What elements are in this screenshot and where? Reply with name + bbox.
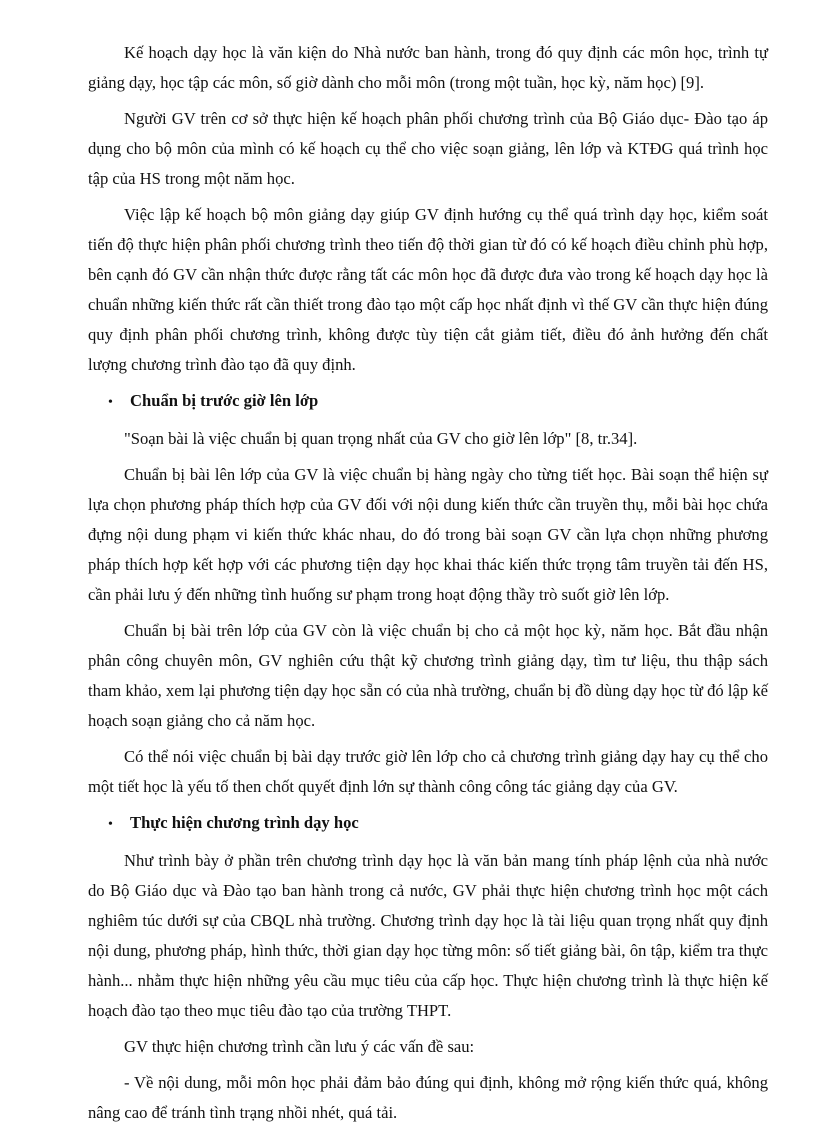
paragraph: GV thực hiện chương trình cần lưu ý các vấn đề sau: (124, 1037, 475, 1056)
paragraph: Chuẩn bị bài trên lớp của GV còn là việc chuẩn bị cho cả một học kỳ, năm học. Bắt đầu nhận phân công chuyên môn, GV nghiên cứu thật kỹ chương trình giảng dạy, tìm tư liệu, thu thập sách tham khảo, xem lại phương tiện dạy học sẵn có của nhà trường, chuẩn bị đồ dùng dạy học từ đó lập kế hoạch soạn giảng cho cả năm học. (88, 621, 768, 730)
paragraph: Kế hoạch dạy học là văn kiện do Nhà nước ban hành, trong đó quy định các môn học, trình tự giảng dạy, học tập các môn, số giờ dành cho mỗi môn (trong một tuần, học kỳ, năm học) [9]. (88, 43, 768, 92)
section-heading-preparation (88, 386, 768, 418)
paragraph: Chuẩn bị bài lên lớp của GV là việc chuẩn bị hàng ngày cho từng tiết học. Bài soạn thể hiện sự lựa chọn phương pháp thích hợp của GV đối với nội dung kiến thức cần truyền thụ, mỗi bài học chứa đựng nội dung phạm vi kiến thức khác nhau, do đó trong bài soạn GV cần lựa chọn những phương pháp thích hợp kết hợp với các phương tiện dạy học khai thác kiến thức trọng tâm truyền tải đến HS, cần phải lưu ý đến những tình huống sư phạm trong hoạt động thầy trò suốt giờ lên lớp. (88, 465, 768, 604)
quote-paragraph: "Soạn bài là việc chuẩn bị quan trọng nhất của GV cho giờ lên lớp" [8, tr.34]. (124, 429, 638, 448)
section-heading-implementation (88, 808, 768, 840)
section-heading-label: Chuẩn bị trước giờ lên lớp (130, 391, 319, 410)
paragraph: Người GV trên cơ sở thực hiện kế hoạch phân phối chương trình của Bộ Giáo dục- Đào tạo áp dụng cho bộ môn của mình có kế hoạch cụ thể cho việc soạn giảng, lên lớp và KTĐG quá trình học tập của HS trong một năm học. (88, 109, 768, 188)
bullet-icon: • (108, 395, 113, 410)
bullet-icon: • (108, 817, 113, 832)
paragraph: Việc lập kế hoạch bộ môn giảng dạy giúp GV định hướng cụ thể quá trình dạy học, kiểm soát tiến độ thực hiện phân phối chương trình theo tiến độ thời gian từ đó có kế hoạch điều chỉnh phù hợp, bên cạnh đó GV cần nhận thức được rằng tất các môn học đã được đưa vào trong kế hoạch dạy học là chuẩn những kiến thức rất cần thiết trong đào tạo một cấp học nhất định vì thế GV cần thực hiện đúng quy định phân phối chương trình, không được tùy tiện cắt giảm tiết, điều đó ảnh hưởng đến chất lượng chương trình đào tạo đã quy định. (88, 205, 768, 374)
paragraph: - Về nội dung, mỗi môn học phải đảm bảo đúng qui định, không mở rộng kiến thức quá, không nâng cao để tránh tình trạng nhồi nhét, quá tải. (88, 1073, 768, 1122)
paragraph: Như trình bày ở phần trên chương trình dạy học là văn bản mang tính pháp lệnh của nhà nước do Bộ Giáo dục và Đào tạo ban hành trong cả nước, GV phải thực hiện chương trình học một cách nghiêm túc dưới sự của CBQL nhà trường. Chương trình dạy học là tài liệu quan trọng nhất quy định nội dung, phương pháp, hình thức, thời gian dạy học từng môn: số tiết giảng bài, ôn tập, kiểm tra thực hành... nhằm thực hiện những yêu cầu mục tiêu của cấp học. Thực hiện chương trình là thực hiện kế hoạch đào tạo theo mục tiêu đào tạo của trường THPT. (88, 851, 768, 1020)
section-heading-label: Thực hiện chương trình dạy học (130, 813, 359, 832)
document-page (88, 38, 768, 1134)
paragraph: Có thể nói việc chuẩn bị bài dạy trước giờ lên lớp cho cả chương trình giảng dạy hay cụ thể cho một tiết học là yếu tố then chốt quyết định lớn sự thành công công tác giảng dạy của GV. (88, 747, 768, 796)
